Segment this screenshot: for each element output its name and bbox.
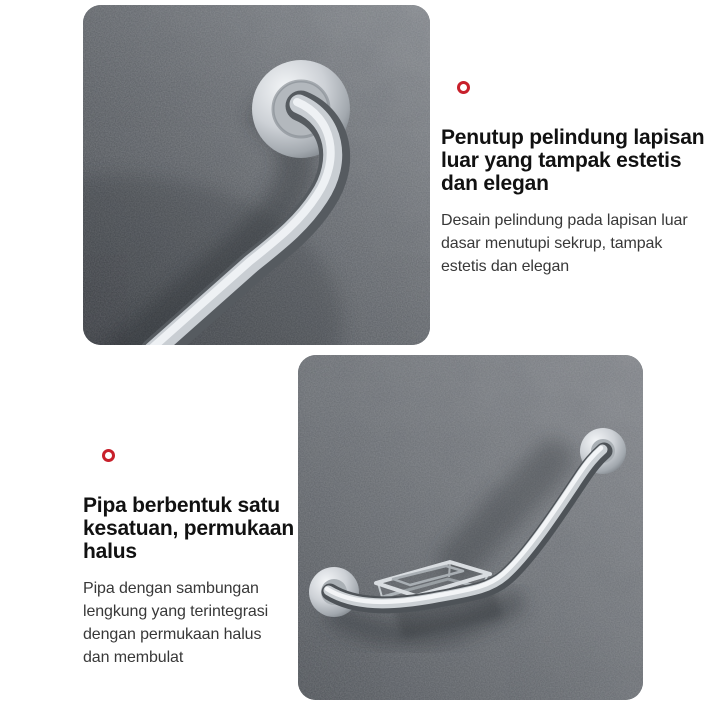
body-line: dasar menutupi sekrup, tampak bbox=[441, 235, 663, 252]
body-line: lengkung yang terintegrasi bbox=[83, 603, 269, 620]
grab-bar-flange-illustration bbox=[83, 5, 430, 345]
red-ring-icon bbox=[102, 449, 115, 462]
callout-top-heading bbox=[441, 126, 719, 195]
heading-line: Penutup pelindung lapisan bbox=[441, 126, 705, 149]
photo-grab-bar-flange bbox=[83, 5, 430, 345]
photo-grab-bar-soap-basket bbox=[298, 355, 643, 700]
red-ring-icon bbox=[457, 81, 470, 94]
body-line: Pipa dengan sambungan bbox=[83, 580, 259, 597]
body-line: dengan permukaan halus bbox=[83, 626, 262, 643]
body-line: estetis dan elegan bbox=[441, 258, 570, 275]
heading-line: dan elegan bbox=[441, 172, 549, 195]
callout-top-body bbox=[441, 209, 719, 278]
heading-line: Pipa berbentuk satu bbox=[83, 494, 280, 517]
body-line: dan membulat bbox=[83, 649, 184, 666]
grab-bar-soap-basket-illustration bbox=[298, 355, 643, 700]
callout-bottom-body bbox=[83, 577, 319, 669]
heading-line: halus bbox=[83, 540, 137, 563]
callout-bottom-heading bbox=[83, 494, 319, 563]
body-line: Desain pelindung pada lapisan luar bbox=[441, 212, 688, 229]
heading-line: kesatuan, permukaan bbox=[83, 517, 294, 540]
heading-line: luar yang tampak estetis bbox=[441, 149, 682, 172]
callout-one-piece-pipe bbox=[83, 446, 319, 669]
callout-protective-cover bbox=[441, 78, 719, 278]
